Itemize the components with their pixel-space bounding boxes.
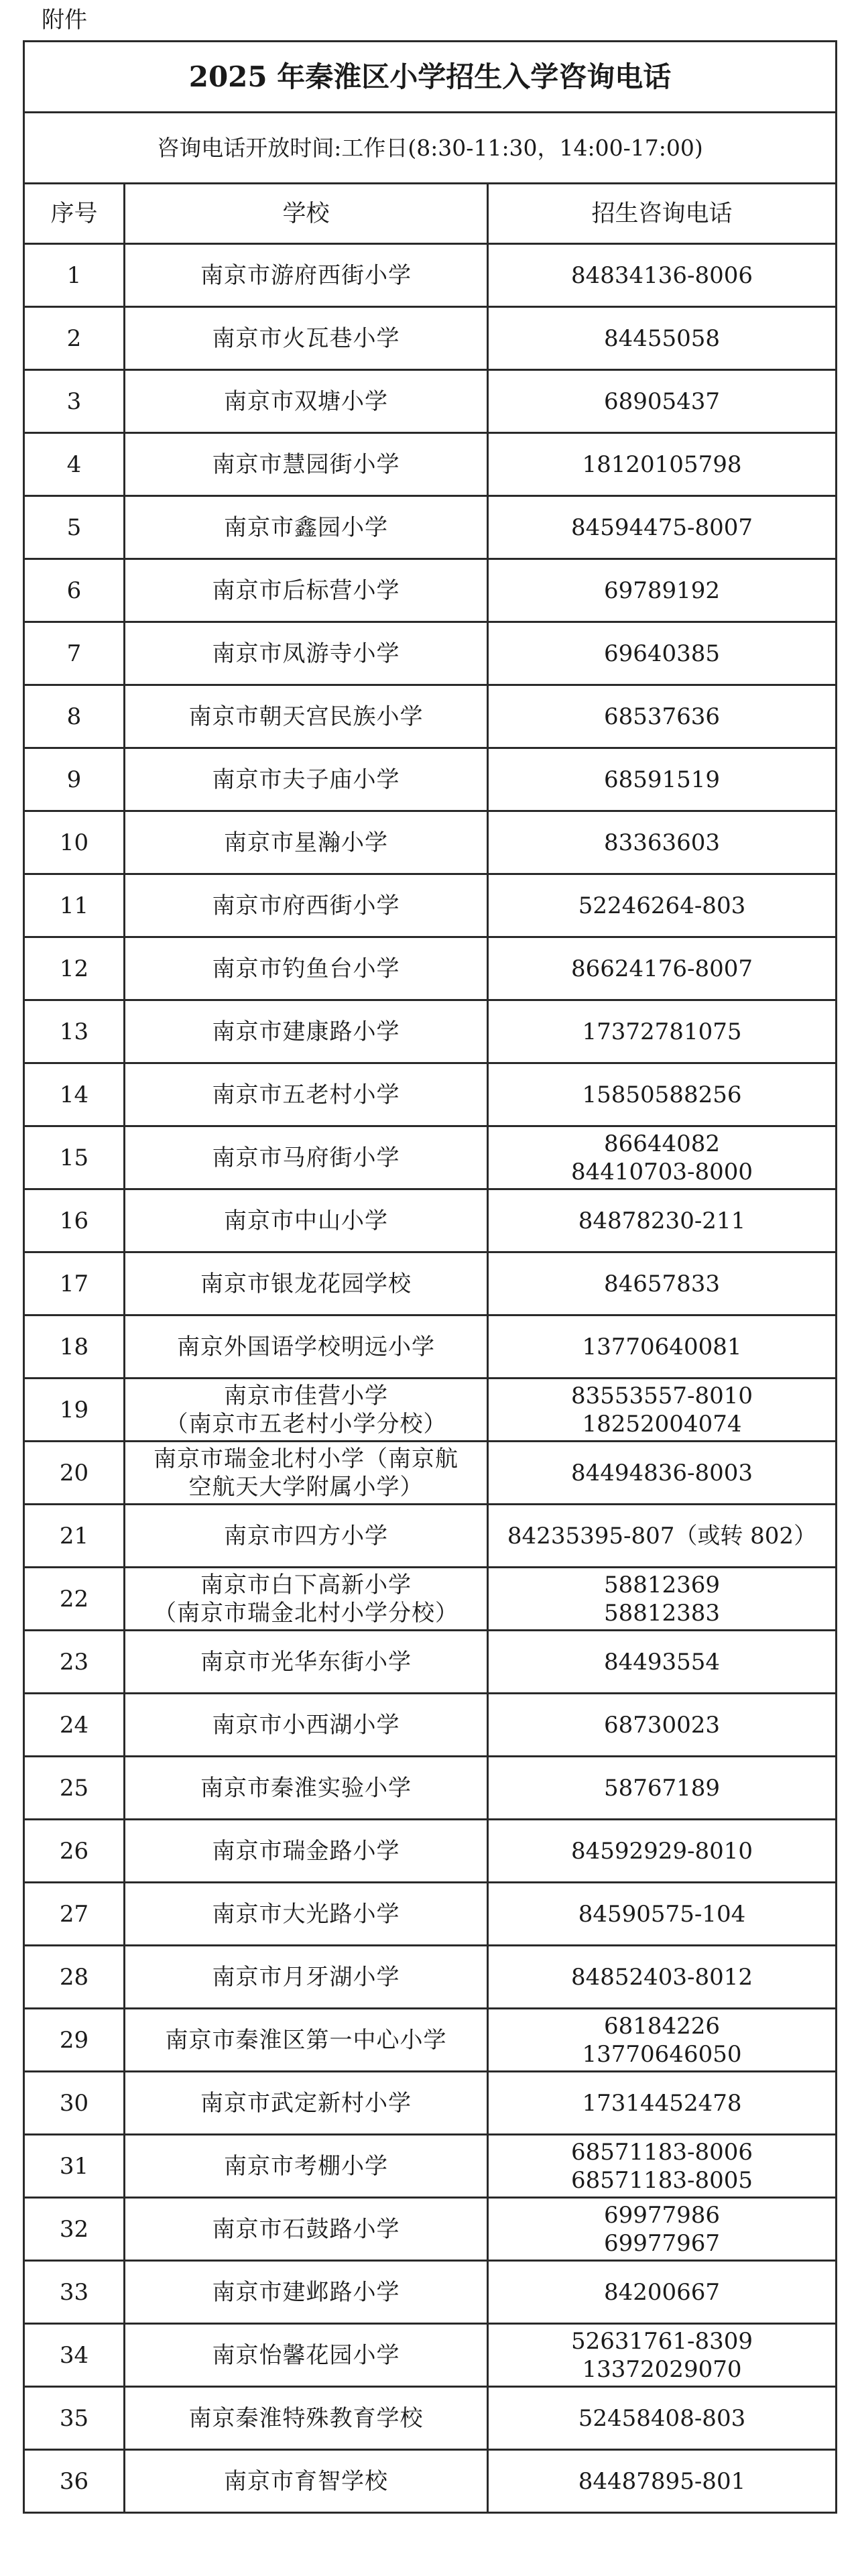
phone-number <box>488 1946 837 2009</box>
school-name-line: 南京市瑞金路小学 <box>212 1837 400 1865</box>
school-name <box>125 1820 488 1883</box>
phone-number <box>488 244 837 307</box>
phone-number-line: 18252004074 <box>582 1410 742 1438</box>
table-row <box>24 811 837 874</box>
header-row <box>24 184 837 244</box>
header-phone: 招生咨询电话 <box>488 184 837 244</box>
table-row <box>24 1442 837 1505</box>
school-name-line: 南京市慧园街小学 <box>212 451 400 478</box>
row-number: 35 <box>24 2387 125 2450</box>
school-name <box>125 244 488 307</box>
table-row <box>24 1631 837 1694</box>
school-name-line: 南京市白下高新小学 <box>200 1571 412 1598</box>
school-name <box>125 1757 488 1820</box>
school-name <box>125 2261 488 2324</box>
row-number: 14 <box>24 1063 125 1126</box>
school-name-line: 南京市秦淮实验小学 <box>200 1774 412 1802</box>
school-name-line: 南京市钓鱼台小学 <box>212 955 400 982</box>
phone-number <box>488 685 837 748</box>
school-name-line: 南京怡馨花园小学 <box>212 2341 400 2369</box>
phone-number-line: 84410703-8000 <box>570 1158 753 1185</box>
phone-number <box>488 559 837 622</box>
table-row <box>24 1063 837 1126</box>
phone-number-line: 58767189 <box>603 1774 721 1802</box>
table-row <box>24 1379 837 1442</box>
row-number: 16 <box>24 1189 125 1252</box>
phone-number-line: 84455058 <box>603 325 721 352</box>
row-number: 31 <box>24 2135 125 2198</box>
school-name <box>125 1946 488 2009</box>
table-row <box>24 1883 837 1946</box>
row-number: 26 <box>24 1820 125 1883</box>
table-title-row <box>24 42 837 113</box>
school-name <box>125 1252 488 1315</box>
phone-number <box>488 748 837 811</box>
phone-number-line: 68905437 <box>603 388 721 415</box>
phone-number-line: 58812383 <box>603 1599 721 1627</box>
row-number: 19 <box>24 1379 125 1442</box>
row-number: 24 <box>24 1694 125 1757</box>
hours-row <box>24 113 837 184</box>
school-name <box>125 1568 488 1631</box>
phone-number-line: 58812369 <box>603 1571 721 1598</box>
row-number: 9 <box>24 748 125 811</box>
phone-number <box>488 1189 837 1252</box>
school-name-line: 南京市秦淮区第一中心小学 <box>165 2026 447 2054</box>
phone-number <box>488 811 837 874</box>
school-name-line: 南京市鑫园小学 <box>224 514 388 541</box>
school-name-line: 南京市光华东街小学 <box>200 1648 412 1676</box>
phone-number <box>488 1568 837 1631</box>
school-name <box>125 1189 488 1252</box>
table-row <box>24 244 837 307</box>
consult-hours: 咨询电话开放时间:工作日(8:30-11:30，14:00-17:00) <box>24 113 837 184</box>
phone-number <box>488 370 837 433</box>
phone-number-line: 68571183-8005 <box>570 2166 753 2194</box>
phone-number-line: 84878230-211 <box>578 1207 746 1234</box>
phone-number <box>488 1442 837 1505</box>
school-name <box>125 1883 488 1946</box>
school-name <box>125 2009 488 2072</box>
school-name-line: 南京市建邺路小学 <box>212 2278 400 2306</box>
phone-number-line: 52246264-803 <box>578 892 746 919</box>
table-row <box>24 370 837 433</box>
phone-number <box>488 1631 837 1694</box>
school-name <box>125 2387 488 2450</box>
phone-number <box>488 2135 837 2198</box>
school-name <box>125 1063 488 1126</box>
table-row <box>24 307 837 370</box>
school-name <box>125 1505 488 1568</box>
school-name-line: 南京市中山小学 <box>224 1207 388 1234</box>
school-name-line: （南京市五老村小学分校） <box>165 1410 447 1438</box>
phone-number <box>488 2450 837 2513</box>
school-name <box>125 2072 488 2135</box>
phone-number <box>488 2009 837 2072</box>
table-row <box>24 1126 837 1189</box>
phone-number-line: 84594475-8007 <box>570 514 753 541</box>
phone-number-line: 84590575-104 <box>578 1900 746 1928</box>
phone-number <box>488 2387 837 2450</box>
school-name <box>125 685 488 748</box>
school-name <box>125 622 488 685</box>
phone-number <box>488 1315 837 1379</box>
phone-number-line: 86644082 <box>603 1130 721 1157</box>
school-name <box>125 811 488 874</box>
school-name <box>125 1126 488 1189</box>
school-name-line: 南京市建康路小学 <box>212 1018 400 1045</box>
table-row <box>24 1315 837 1379</box>
school-name <box>125 1000 488 1063</box>
row-number: 17 <box>24 1252 125 1315</box>
table-title: 2025 年秦淮区小学招生入学咨询电话 <box>24 42 837 113</box>
school-name-line: 南京市星瀚小学 <box>224 829 388 856</box>
school-name-line: 南京市月牙湖小学 <box>212 1963 400 1991</box>
phone-number-line: 52458408-803 <box>578 2404 746 2432</box>
phone-number <box>488 1063 837 1126</box>
phone-number-line: 84494836-8003 <box>570 1459 753 1486</box>
row-number: 3 <box>24 370 125 433</box>
phone-number <box>488 1820 837 1883</box>
phone-number <box>488 1694 837 1757</box>
row-number: 22 <box>24 1568 125 1631</box>
phone-number-line: 86624176-8007 <box>570 955 753 982</box>
row-number: 12 <box>24 937 125 1000</box>
phone-number-line: 84487895-801 <box>578 2467 746 2495</box>
school-name <box>125 1442 488 1505</box>
school-name <box>125 1694 488 1757</box>
header-school: 学校 <box>125 184 488 244</box>
phone-number-line: 84592929-8010 <box>570 1837 753 1865</box>
table-row <box>24 2009 837 2072</box>
school-name <box>125 2198 488 2261</box>
table-row <box>24 496 837 559</box>
school-name-line: 南京市五老村小学 <box>212 1081 400 1108</box>
table-row <box>24 2135 837 2198</box>
school-name <box>125 937 488 1000</box>
table-row <box>24 2072 837 2135</box>
phone-number-line: 84657833 <box>603 1270 721 1297</box>
phone-number-line: 84493554 <box>603 1648 721 1676</box>
row-number: 32 <box>24 2198 125 2261</box>
attachment-label: 附件 <box>42 7 87 34</box>
phone-number <box>488 1757 837 1820</box>
school-name-line: 南京市石鼓路小学 <box>212 2215 400 2243</box>
phone-number-line: 83363603 <box>603 829 721 856</box>
table-row <box>24 1252 837 1315</box>
school-name-line: 南京外国语学校明远小学 <box>177 1333 435 1360</box>
row-number: 23 <box>24 1631 125 1694</box>
row-number: 7 <box>24 622 125 685</box>
phone-number-line: 13372029070 <box>582 2355 742 2383</box>
school-name <box>125 2324 488 2387</box>
table-row <box>24 622 837 685</box>
phone-number-line: 83553557-8010 <box>570 1382 753 1409</box>
school-name <box>125 307 488 370</box>
phone-number-line: 18120105798 <box>582 451 742 478</box>
school-name-line: 南京秦淮特殊教育学校 <box>188 2404 424 2432</box>
phone-number <box>488 937 837 1000</box>
table-row <box>24 1568 837 1631</box>
row-number: 6 <box>24 559 125 622</box>
phone-number-line: 84200667 <box>603 2278 721 2306</box>
school-name-line: 南京市育智学校 <box>224 2467 388 2495</box>
table-row <box>24 2450 837 2513</box>
phone-number <box>488 433 837 496</box>
phone-number-line: 68184226 <box>603 2012 721 2040</box>
table-row <box>24 1505 837 1568</box>
phone-number <box>488 496 837 559</box>
phone-number <box>488 2198 837 2261</box>
phone-number-line: 84834136-8006 <box>570 261 753 289</box>
row-number: 11 <box>24 874 125 937</box>
table-row <box>24 433 837 496</box>
table-row <box>24 685 837 748</box>
phone-number <box>488 622 837 685</box>
header-no: 序号 <box>24 184 125 244</box>
school-name <box>125 496 488 559</box>
phone-number-line: 17372781075 <box>582 1018 742 1045</box>
phone-number-line: 68537636 <box>603 703 721 730</box>
school-name-line: 南京市武定新村小学 <box>200 2089 412 2117</box>
row-number: 4 <box>24 433 125 496</box>
row-number: 21 <box>24 1505 125 1568</box>
table-row <box>24 2324 837 2387</box>
table-row <box>24 937 837 1000</box>
phone-number-line: 68591519 <box>603 766 721 793</box>
table-row <box>24 1694 837 1757</box>
table-row <box>24 1189 837 1252</box>
phone-number-line: 68730023 <box>603 1711 721 1739</box>
table-row <box>24 874 837 937</box>
school-name-line: 南京市佳营小学 <box>224 1382 388 1409</box>
enrollment-phone-table <box>23 40 837 2514</box>
phone-number-line: 84235395-807（或转 802） <box>507 1522 817 1549</box>
row-number: 1 <box>24 244 125 307</box>
phone-number-line: 68571183-8006 <box>570 2138 753 2166</box>
row-number: 5 <box>24 496 125 559</box>
phone-number-line: 52631761-8309 <box>570 2327 753 2355</box>
school-name-line: 南京市夫子庙小学 <box>212 766 400 793</box>
row-number: 30 <box>24 2072 125 2135</box>
phone-number-line: 17314452478 <box>582 2089 742 2117</box>
phone-number <box>488 2072 837 2135</box>
school-name-line: 南京市大光路小学 <box>212 1900 400 1928</box>
phone-number-line: 15850588256 <box>582 1081 742 1108</box>
table-row <box>24 1820 837 1883</box>
row-number: 28 <box>24 1946 125 2009</box>
phone-number <box>488 2324 837 2387</box>
school-name-line: （南京市瑞金北村小学分校） <box>154 1599 458 1627</box>
row-number: 33 <box>24 2261 125 2324</box>
table-row <box>24 2198 837 2261</box>
table-row <box>24 559 837 622</box>
phone-number <box>488 1883 837 1946</box>
school-name-line: 南京市后标营小学 <box>212 577 400 604</box>
phone-number-line: 13770646050 <box>582 2040 742 2068</box>
row-number: 29 <box>24 2009 125 2072</box>
school-name <box>125 2135 488 2198</box>
table-row <box>24 1000 837 1063</box>
school-name <box>125 1631 488 1694</box>
school-name <box>125 559 488 622</box>
school-name-line: 南京市银龙花园学校 <box>200 1270 412 1297</box>
phone-number <box>488 1000 837 1063</box>
school-name <box>125 433 488 496</box>
row-number: 10 <box>24 811 125 874</box>
row-number: 18 <box>24 1315 125 1379</box>
school-name-line: 南京市府西街小学 <box>212 892 400 919</box>
school-name-line: 南京市考棚小学 <box>224 2152 388 2180</box>
school-name-line: 南京市游府西街小学 <box>200 261 412 289</box>
phone-number-line: 69977986 <box>603 2201 721 2229</box>
school-name <box>125 1379 488 1442</box>
phone-number-line: 13770640081 <box>582 1333 742 1360</box>
phone-number <box>488 874 837 937</box>
phone-number-line: 69789192 <box>603 577 721 604</box>
school-name-line: 南京市瑞金北村小学（南京航 <box>154 1445 458 1472</box>
row-number: 34 <box>24 2324 125 2387</box>
school-name-line: 南京市四方小学 <box>224 1522 388 1549</box>
phone-number <box>488 1252 837 1315</box>
phone-number-line: 84852403-8012 <box>570 1963 753 1991</box>
school-name <box>125 874 488 937</box>
phone-number <box>488 2261 837 2324</box>
school-name-line: 南京市朝天宫民族小学 <box>188 703 424 730</box>
phone-number <box>488 1505 837 1568</box>
table-row <box>24 1757 837 1820</box>
table-row <box>24 748 837 811</box>
school-name <box>125 370 488 433</box>
row-number: 13 <box>24 1000 125 1063</box>
school-name <box>125 2450 488 2513</box>
school-name-line: 南京市双塘小学 <box>224 388 388 415</box>
school-name-line: 南京市火瓦巷小学 <box>212 325 400 352</box>
table-row <box>24 2261 837 2324</box>
row-number: 25 <box>24 1757 125 1820</box>
phone-number <box>488 1379 837 1442</box>
row-number: 27 <box>24 1883 125 1946</box>
phone-number <box>488 1126 837 1189</box>
school-name <box>125 1315 488 1379</box>
row-number: 15 <box>24 1126 125 1189</box>
school-name-line: 空航天大学附属小学） <box>188 1473 424 1501</box>
school-name <box>125 748 488 811</box>
school-name-line: 南京市凤游寺小学 <box>212 640 400 667</box>
row-number: 8 <box>24 685 125 748</box>
school-name-line: 南京市马府街小学 <box>212 1144 400 1171</box>
row-number: 2 <box>24 307 125 370</box>
table-row <box>24 1946 837 2009</box>
phone-number-line: 69640385 <box>603 640 721 667</box>
row-number: 20 <box>24 1442 125 1505</box>
row-number: 36 <box>24 2450 125 2513</box>
school-name-line: 南京市小西湖小学 <box>212 1711 400 1739</box>
phone-number <box>488 307 837 370</box>
table-row <box>24 2387 837 2450</box>
phone-number-line: 69977967 <box>603 2229 721 2257</box>
